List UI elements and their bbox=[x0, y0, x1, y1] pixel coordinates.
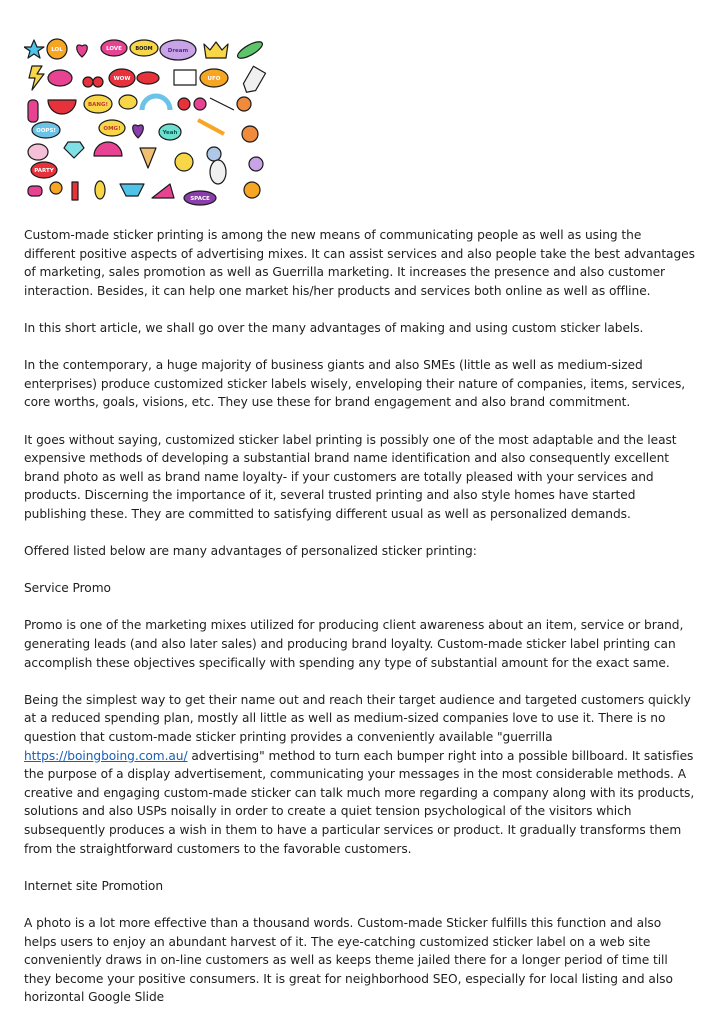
flip-flops-sticker bbox=[95, 181, 105, 199]
lemon-sticker bbox=[119, 95, 137, 109]
paragraph-3: In the contemporary, a huge majority of business giants and also SMEs (little as well as medium-sized enterprises) produce customized sticker labels wisely, enveloping their nature of companies, items, services, core worths, goals, visions, etc. They use these for brand engagement and also brand commitment. bbox=[24, 358, 686, 410]
lol-bubble-text: LOL bbox=[51, 47, 63, 53]
diamond-sticker bbox=[64, 142, 84, 158]
rocket-sticker bbox=[240, 66, 265, 96]
lipstick-sticker bbox=[72, 182, 78, 200]
love-bubble-text: LOVE bbox=[106, 46, 122, 52]
cherry-sticker bbox=[83, 77, 93, 87]
heart-sticker bbox=[77, 45, 88, 57]
broken-heart-sticker bbox=[133, 125, 144, 138]
astronaut-sticker bbox=[210, 160, 226, 184]
lollipop-sticker bbox=[50, 182, 62, 194]
popsicle-sticker bbox=[28, 100, 38, 122]
paragraph-7-text-before: Being the simplest way to get their name out and reach their target audience and targeted customers quickly at a reduced spending plan, mostly all little as well as medium-sized companies love to use it. There is no question that custom-made sticker printing provides a conveniently available "guerrilla bbox=[24, 692, 691, 745]
paragraph-7 bbox=[24, 691, 696, 858]
umbrella-sticker bbox=[94, 142, 122, 156]
envelope-sticker bbox=[174, 70, 196, 85]
rainbow-sticker bbox=[142, 96, 170, 110]
boom-bubble-text: BOOM bbox=[135, 46, 153, 52]
omg-bubble-text: OMG! bbox=[103, 126, 121, 132]
beach-ball-sticker bbox=[175, 153, 193, 171]
moon-sticker bbox=[207, 147, 221, 161]
paragraph-6: Promo is one of the marketing mixes utilized for producing client awareness about an item, service or brand, generating leads (and also later sales) and producing brand loyalty. Custom-made sticker label printing can accomplish these objectives specifically with spending any type of substantial amount for the exact same. bbox=[24, 618, 684, 670]
paragraph-1: Custom-made sticker printing is among the new means of communicating people as well as using the different positive aspects of advertising mixes. It can assist services and also people take the best advantages of marketing, sales promotion as well as Guerrilla marketing. It increases the presence and also customer interaction. Besides, it can help one market his/her products and services both online as well as offline. bbox=[24, 228, 695, 298]
dream-bubble-text: Dream bbox=[167, 48, 189, 54]
paragraph-7-text-after: advertising" method to turn each bumper right into a possible billboard. It satisfies the purpose of a display advertisement, communicating your messages in the most considerable methods. A creative and engaging custom-made sticker can talk much more regarding a company along with its products, solutions and also USPs noisally in order to create a quiet tension psychological of the visitors which subsequently produces a wish in them to have a particular services or product. It gradually transforms them from the straightforward customers to the favorable customers. bbox=[24, 748, 695, 856]
crown-sticker bbox=[204, 42, 228, 58]
bang-bubble-text: BANG! bbox=[87, 102, 109, 108]
paragraph-8: A photo is a lot more effective than a thousand words. Custom-made Sticker fulfills this function and also helps users to enjoy an abundant harvest of it. The eye-catching customized sticker label on a web site conveniently draws in on-line customers as well as keeps theme jailed there for a longer period of time till they become your positive consumers. It is great for neighborhood SEO, especially for local listing and also horizontal Google Slide bbox=[24, 915, 673, 1005]
ufo-bubble-text: UFO bbox=[207, 76, 221, 82]
saturn-sticker bbox=[249, 157, 263, 171]
party-bubble-text: PARTY bbox=[34, 168, 54, 174]
sticker-collage-image bbox=[24, 38, 272, 208]
boingboing-link[interactable]: https://boingboing.com.au/ bbox=[24, 748, 188, 763]
ice-cream-sticker bbox=[140, 148, 156, 168]
comet-sticker bbox=[198, 120, 224, 134]
sun-sticker bbox=[244, 182, 260, 198]
space-bubble-text: SPACE bbox=[190, 196, 210, 202]
paragraph-2: In this short article, we shall go over the many advantages of making and using custom sticker labels. bbox=[24, 320, 644, 335]
lips-sticker bbox=[137, 72, 159, 84]
basketball-sticker bbox=[242, 126, 258, 142]
section-heading-internet-site-promotion: Internet site Promotion bbox=[24, 878, 164, 893]
heel-shoe-sticker bbox=[152, 184, 174, 198]
paragraph-4: It goes without saying, customized sticker label printing is possibly one of the most adaptable and the least expensive methods of developing a substantial brand name identification and also consequently excellent brand photo as well as brand name loyalty- if your customers are totally pleased with your services and products. Discerning the importance of it, several trusted printing and also style homes have started publishing these. They are committed to satisfying different usual as well as personalized demands. bbox=[24, 432, 677, 521]
balloon-sticker bbox=[194, 98, 206, 110]
planet-sticker bbox=[210, 98, 234, 110]
watermelon-sticker bbox=[48, 100, 76, 114]
oops-bubble-text: OOPS! bbox=[36, 128, 56, 134]
donut-sticker bbox=[28, 144, 48, 160]
yeah-bubble-text: Yeah bbox=[162, 130, 178, 136]
zoom-bubble bbox=[48, 70, 72, 86]
bikini-sticker bbox=[120, 184, 144, 196]
wow-bubble-text: WOW bbox=[113, 76, 131, 82]
star-sticker bbox=[24, 40, 44, 58]
paragraph-5: Offered listed below are many advantages of personalized sticker printing: bbox=[24, 544, 477, 559]
candy-sticker bbox=[28, 186, 42, 196]
strawberry-sticker bbox=[178, 98, 190, 110]
article-body bbox=[24, 226, 696, 1026]
feather-sticker bbox=[235, 39, 264, 62]
lightning-sticker bbox=[29, 66, 44, 90]
section-heading-service-promo: Service Promo bbox=[24, 581, 111, 596]
